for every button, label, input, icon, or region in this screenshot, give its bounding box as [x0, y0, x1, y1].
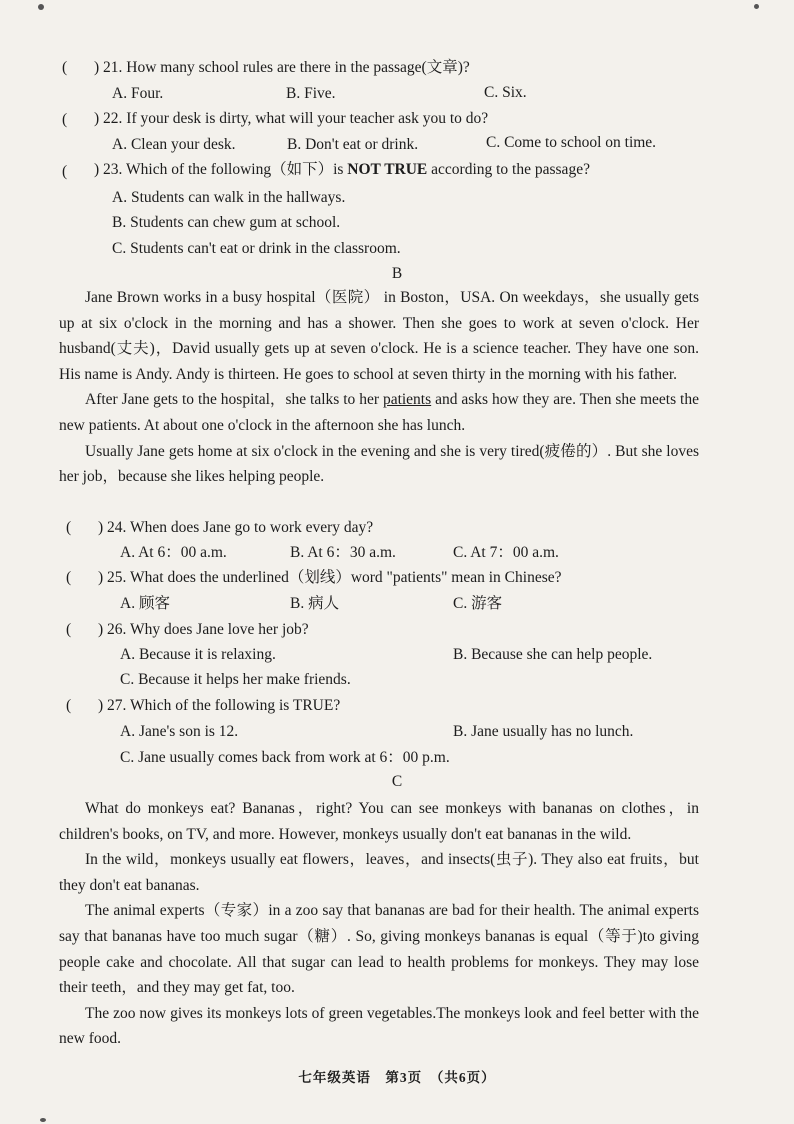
option-23-c: C. Students can't eat or drink in the classroom. — [112, 240, 401, 257]
passage-c-paragraph-3: The animal experts（专家）in a zoo say that bananas are bad for their health. The animal experts say that bananas have too much sugar（糖）. So, giving monkeys bananas is equal（等于)to giving people cake and chocolate. All that sugar can lead to health problems for monkeys. They may lose their teeth，and they may get fat, too. — [59, 902, 699, 997]
option-21-b: B. Five. — [286, 85, 336, 102]
answer-bracket-23[interactable]: ( — [62, 163, 68, 180]
option-26-b: B. Because she can help people. — [453, 646, 653, 663]
option-25-b: B. 病人 — [290, 595, 340, 612]
scan-speck — [40, 1118, 46, 1122]
option-26-a: A. Because it is relaxing. — [120, 646, 276, 663]
answer-bracket-25[interactable]: ( — [66, 569, 72, 586]
passage-c-paragraph-1: What do monkeys eat? Bananas，right? You can see monkeys with bananas on clothes，in children's books, on TV, and more. However, monkeys usually don't eat bananas in the wild. — [59, 800, 699, 843]
option-22-b: B. Don't eat or drink. — [287, 136, 419, 153]
option-25-c: C. 游客 — [453, 595, 503, 612]
option-22-c: C. Come to school on time. — [486, 134, 657, 151]
option-21-a: A. Four. — [112, 85, 164, 102]
passage-b-paragraph-1: Jane Brown works in a busy hospital（医院） in Boston，USA. On weekdays，she usually gets up at six o'clock in the morning and has a shower. Then she goes to work at seven o'clock. Her husband(丈夫)，David usually gets up at seven o'clock. He is a science teacher. They have one son. His name is Andy. Andy is thirteen. He goes to school at seven thirty in the morning with his father. — [59, 289, 699, 383]
section-c-heading: C — [391, 773, 403, 790]
passage-c-paragraph-2: In the wild，monkeys usually eat flowers，leaves，and insects(虫子). They also eat fruits，but they don't eat bananas. — [59, 851, 699, 894]
option-24-a: A. At 6：00 a.m. — [120, 544, 227, 561]
question-22: ) 22. If your desk is dirty, what will your teacher ask you to do? — [94, 110, 489, 127]
answer-bracket-27[interactable]: ( — [66, 697, 72, 714]
section-b-heading: B — [391, 265, 403, 282]
passage-c-paragraph-4: The zoo now gives its monkeys lots of green vegetables.The monkeys look and feel better with the new food. — [59, 1004, 699, 1048]
answer-bracket-21[interactable]: ( — [62, 59, 68, 76]
passage-b — [59, 285, 699, 490]
scan-speck — [38, 4, 44, 10]
option-27-a: A. Jane's son is 12. — [120, 723, 239, 740]
answer-bracket-22[interactable]: ( — [62, 111, 68, 128]
option-22-a: A. Clean your desk. — [112, 136, 236, 153]
scan-speck — [754, 4, 759, 9]
question-25: ) 25. What does the underlined（划线）word "patients" mean in Chinese? — [98, 569, 562, 586]
passage-c — [59, 796, 699, 1052]
option-27-c: C. Jane usually comes back from work at 6：00 p.m. — [120, 749, 450, 766]
option-27-b: B. Jane usually has no lunch. — [453, 723, 634, 740]
option-24-b: B. At 6：30 a.m. — [290, 544, 396, 561]
option-23-a: A. Students can walk in the hallways. — [112, 189, 346, 206]
passage-b-paragraph-2: After Jane gets to the hospital，she talks to her patients and asks how they are. Then she meets the new patients. At about one o'clock in the afternoon she has lunch. — [59, 391, 699, 434]
question-24: ) 24. When does Jane go to work every day? — [98, 519, 374, 536]
answer-bracket-26[interactable]: ( — [66, 621, 72, 638]
question-26: ) 26. Why does Jane love her job? — [98, 621, 309, 638]
underlined-word-patients: patients — [382, 391, 432, 409]
option-25-a: A. 顾客 — [120, 595, 170, 612]
option-26-c: C. Because it helps her make friends. — [120, 671, 351, 688]
page-footer: 七年级英语 第3页 （共6页） — [298, 1070, 496, 1085]
question-21: ) 21. How many school rules are there in the passage(文章)? — [94, 59, 470, 76]
passage-b-paragraph-3: Usually Jane gets home at six o'clock in the evening and she is very tired(疲倦的）. But she loves her job，because she likes helping people. — [59, 442, 699, 486]
option-24-c: C. At 7：00 a.m. — [453, 544, 559, 561]
question-27: ) 27. Which of the following is TRUE? — [98, 697, 341, 714]
option-23-b: B. Students can chew gum at school. — [112, 214, 341, 231]
question-23: ) 23. Which of the following（如下）is NOT TRUE according to the passage? — [94, 161, 590, 178]
answer-bracket-24[interactable]: ( — [66, 519, 72, 536]
option-21-c: C. Six. — [484, 84, 527, 101]
